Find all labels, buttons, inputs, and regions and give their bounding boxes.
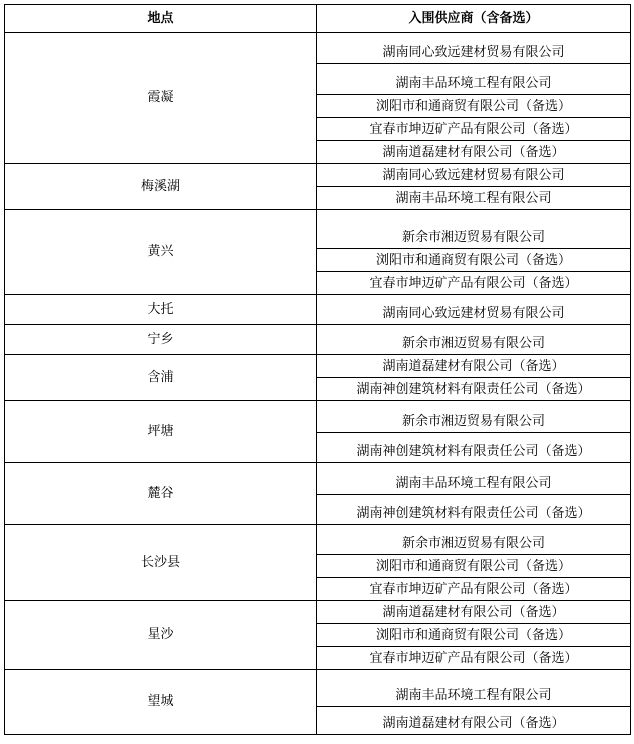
supplier-cell: 宜春市坤迈矿产品有限公司（备选） <box>317 647 631 670</box>
table-row <box>5 295 631 325</box>
supplier-cell: 宜春市坤迈矿产品有限公司（备选） <box>317 578 631 601</box>
table-row <box>5 401 631 433</box>
table-row <box>5 463 631 495</box>
table-row <box>5 355 631 378</box>
location-cell: 望城 <box>5 670 317 735</box>
supplier-cell: 湖南神创建筑材料有限责任公司（备选） <box>317 378 631 401</box>
location-cell: 黄兴 <box>5 210 317 295</box>
location-header: 地点 <box>5 5 317 33</box>
location-cell: 星沙 <box>5 601 317 670</box>
supplier-cell: 湖南道磊建材有限公司（备选） <box>317 355 631 378</box>
supplier-cell: 湖南神创建筑材料有限责任公司（备选） <box>317 495 631 525</box>
location-cell: 霞凝 <box>5 33 317 164</box>
supplier-table <box>4 4 631 735</box>
supplier-cell: 浏阳市和通商贸有限公司（备选） <box>317 624 631 647</box>
location-cell: 大托 <box>5 295 317 325</box>
supplier-cell: 湖南神创建筑材料有限责任公司（备选） <box>317 433 631 463</box>
supplier-cell: 湖南道磊建材有限公司（备选） <box>317 601 631 624</box>
location-cell: 坪塘 <box>5 401 317 463</box>
location-cell: 梅溪湖 <box>5 164 317 210</box>
supplier-cell: 新余市湘迈贸易有限公司 <box>317 525 631 555</box>
table-row <box>5 525 631 555</box>
supplier-cell: 浏阳市和通商贸有限公司（备选） <box>317 555 631 578</box>
table-row <box>5 164 631 187</box>
supplier-cell: 宜春市坤迈矿产品有限公司（备选） <box>317 118 631 141</box>
supplier-cell: 湖南同心致远建材贸易有限公司 <box>317 164 631 187</box>
supplier-cell: 新余市湘迈贸易有限公司 <box>317 325 631 355</box>
location-cell: 麓谷 <box>5 463 317 525</box>
header-row <box>5 5 631 33</box>
supplier-cell: 新余市湘迈贸易有限公司 <box>317 210 631 249</box>
supplier-cell: 湖南丰品环境工程有限公司 <box>317 64 631 95</box>
supplier-cell: 浏阳市和通商贸有限公司（备选） <box>317 249 631 272</box>
table-row <box>5 325 631 355</box>
location-cell: 含浦 <box>5 355 317 401</box>
supplier-cell: 湖南丰品环境工程有限公司 <box>317 463 631 495</box>
supplier-cell: 湖南同心致远建材贸易有限公司 <box>317 295 631 325</box>
supplier-cell: 湖南丰品环境工程有限公司 <box>317 670 631 707</box>
supplier-cell: 湖南同心致远建材贸易有限公司 <box>317 33 631 64</box>
supplier-cell: 湖南道磊建材有限公司（备选） <box>317 141 631 164</box>
location-cell: 长沙县 <box>5 525 317 601</box>
table-row <box>5 210 631 249</box>
supplier-cell: 宜春市坤迈矿产品有限公司（备选） <box>317 272 631 295</box>
supplier-cell: 湖南丰品环境工程有限公司 <box>317 187 631 210</box>
table-row <box>5 670 631 707</box>
suppliers-header: 入围供应商（含备选） <box>317 5 631 33</box>
table-row <box>5 33 631 64</box>
table-row <box>5 601 631 624</box>
supplier-cell: 浏阳市和通商贸有限公司（备选） <box>317 95 631 118</box>
supplier-cell: 新余市湘迈贸易有限公司 <box>317 401 631 433</box>
supplier-cell: 湖南道磊建材有限公司（备选） <box>317 707 631 735</box>
location-cell: 宁乡 <box>5 325 317 355</box>
